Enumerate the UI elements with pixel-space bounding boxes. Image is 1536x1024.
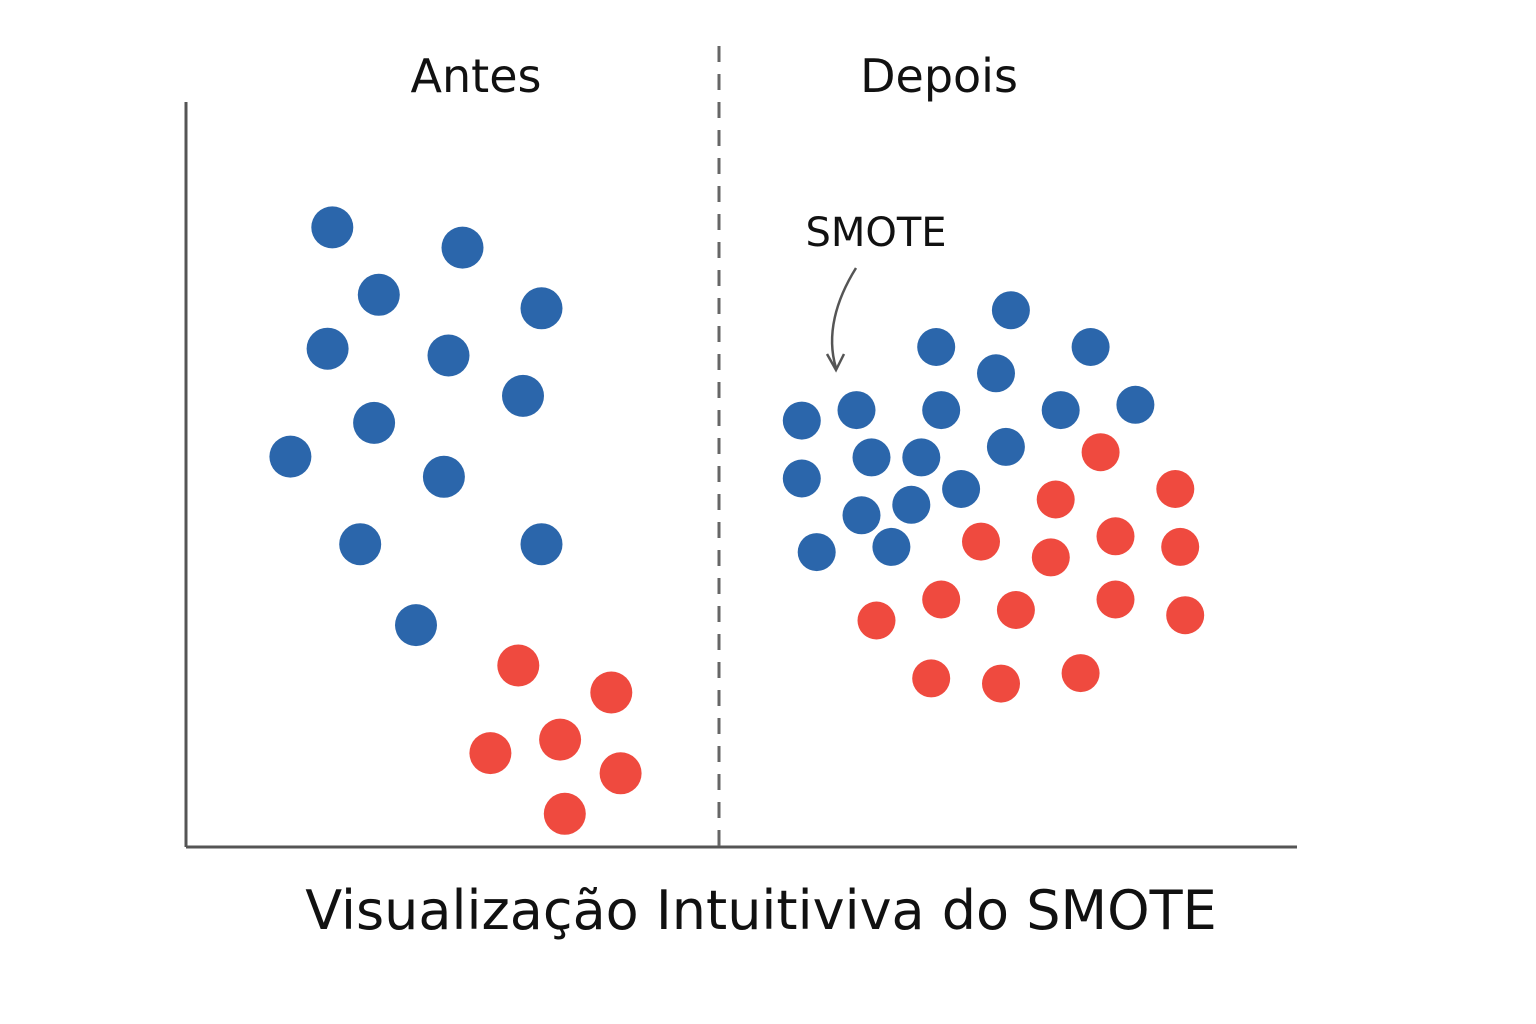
antes-majority-point-11 bbox=[339, 523, 381, 565]
antes-majority-point-7 bbox=[502, 375, 544, 417]
antes-majority-point-8 bbox=[353, 402, 395, 444]
depois-majority-point-7 bbox=[1042, 391, 1080, 429]
antes-majority-point-10 bbox=[423, 456, 465, 498]
depois-majority-point-1 bbox=[992, 291, 1030, 329]
depois-minority-point-11 bbox=[858, 602, 896, 640]
depois-majority-point-12 bbox=[902, 438, 940, 476]
depois-majority-point-18 bbox=[872, 528, 910, 566]
depois-majority-point-6 bbox=[922, 391, 960, 429]
antes-minority-point-5 bbox=[600, 752, 642, 794]
depois-minority-point-6 bbox=[1032, 538, 1070, 576]
antes-majority-point-9 bbox=[269, 436, 311, 478]
depois-majority-point-4 bbox=[977, 354, 1015, 392]
depois-majority-point-10 bbox=[987, 428, 1025, 466]
depois-minority-point-7 bbox=[1161, 528, 1199, 566]
depois-minority-point-1 bbox=[1082, 433, 1120, 471]
depois-minority-point-4 bbox=[1097, 517, 1135, 555]
depois-majority-point-15 bbox=[843, 496, 881, 534]
smote-annotation-arrow bbox=[832, 268, 856, 368]
antes-minority-point-4 bbox=[469, 732, 511, 774]
antes-majority-point-13 bbox=[395, 604, 437, 646]
depois-minority-point-2 bbox=[1156, 470, 1194, 508]
antes-minority-point-2 bbox=[590, 672, 632, 714]
antes-majority-point-6 bbox=[428, 335, 470, 377]
depois-majority-point-3 bbox=[917, 328, 955, 366]
depois-majority-point-5 bbox=[838, 391, 876, 429]
depois-minority-point-5 bbox=[962, 523, 1000, 561]
antes-majority-point-12 bbox=[521, 523, 563, 565]
panel-title-depois: Depois bbox=[860, 49, 1018, 103]
smote-annotation: SMOTE bbox=[805, 210, 947, 256]
depois-minority-point-9 bbox=[997, 591, 1035, 629]
antes-majority-point-3 bbox=[358, 274, 400, 316]
depois-majority-point-2 bbox=[1072, 328, 1110, 366]
depois-majority-point-14 bbox=[783, 460, 821, 498]
chart-title: Visualização Intuitiviva do SMOTE bbox=[305, 879, 1217, 942]
depois-majority-point-17 bbox=[798, 533, 836, 571]
depois-minority-point-12 bbox=[1166, 596, 1204, 634]
antes-majority-point-2 bbox=[442, 227, 484, 269]
depois-majority-point-11 bbox=[853, 438, 891, 476]
depois-minority-point-14 bbox=[982, 665, 1020, 703]
depois-minority-point-8 bbox=[922, 581, 960, 619]
panel-title-antes: Antes bbox=[410, 49, 542, 103]
depois-majority-point-8 bbox=[1116, 386, 1154, 424]
antes-minority-point-6 bbox=[544, 793, 586, 835]
antes-majority-point-5 bbox=[307, 328, 349, 370]
points-layer bbox=[269, 206, 1204, 834]
depois-majority-point-9 bbox=[783, 402, 821, 440]
depois-minority-point-3 bbox=[1037, 481, 1075, 519]
depois-minority-point-15 bbox=[1062, 654, 1100, 692]
antes-minority-point-1 bbox=[497, 645, 539, 687]
depois-minority-point-13 bbox=[912, 659, 950, 697]
depois-majority-point-16 bbox=[892, 486, 930, 524]
antes-majority-point-4 bbox=[521, 287, 563, 329]
antes-majority-point-1 bbox=[311, 206, 353, 248]
depois-minority-point-10 bbox=[1097, 581, 1135, 619]
depois-majority-point-13 bbox=[942, 470, 980, 508]
antes-minority-point-3 bbox=[539, 719, 581, 761]
